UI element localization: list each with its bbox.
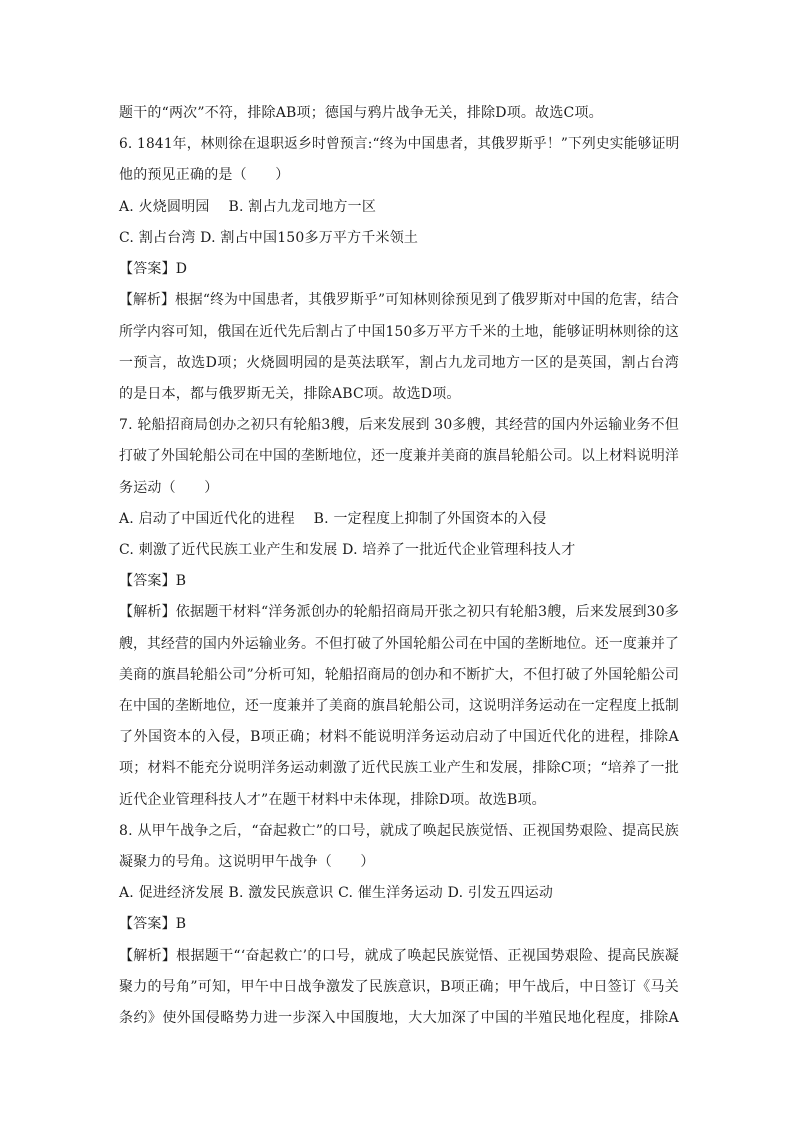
question-8-stem: 凝聚力的号角。这说明甲午战争（ ） (119, 854, 375, 870)
question-8-stem: 8. 从甲午战争之后，“奋起救亡”的口号，就成了唤起民族觉悟、正视国势艰险、提高民族 (119, 823, 679, 839)
question-8-analysis: 聚力的号角”可知，甲午中日战争激发了民族意识，B项正确；甲午战后，中日签订《马关 (119, 979, 679, 995)
question-6-stem: 他的预见正确的是（ ） (119, 167, 290, 183)
question-7-stem: 7. 轮船招商局创办之初只有轮船3艘，后来发展到 30多艘，其经营的国内外运输业务不但 (119, 417, 679, 433)
question-7-analysis: 艘，其经营的国内外运输业务。不但打破了外国轮船公司在中国的垄断地位。还一度兼并了 (119, 636, 679, 652)
question-8-analysis: 条约》使外国侵略势力进一步深入中国腹地，大大加深了中国的半殖民地化程度，排除A (119, 1010, 679, 1026)
question-6-analysis: 【解析】根据“终为中国患者，其俄罗斯乎”可知林则徐预见到了俄罗斯对中国的危害，结合 (119, 292, 680, 308)
question-6-analysis: 的是日本，都与俄罗斯无关，排除ABC项。故选D项。 (119, 386, 461, 402)
question-7-options: C. 刺激了近代民族工业产生和发展 D. 培养了一批近代企业管理科技人才 (119, 542, 576, 558)
question-6-analysis: 一预言，故选D项；火烧圆明园的是英法联军，割占九龙司地方一区的是英国，割占台湾 (119, 355, 679, 371)
text-line: 题干的“两次”不符，排除AB项；德国与鸦片战争无关，排除D项。故选C项。 (119, 105, 603, 121)
question-7-options: A. 启动了中国近代化的进程 B. 一定程度上抑制了外国资本的入侵 (119, 511, 547, 527)
question-7-analysis: 【解析】依据题干材料“洋务派创办的轮船招商局开张之初只有轮船3艘，后来发展到30多 (119, 604, 680, 620)
question-6-options: C. 割占台湾 D. 割占中国150多万平方千米领土 (119, 230, 419, 246)
question-6-options: A. 火烧圆明园 B. 割占九龙司地方一区 (119, 199, 377, 215)
question-8-answer: 【答案】B (119, 916, 187, 932)
question-6-stem: 6. 1841年，林则徐在退职返乡时曾预言:“终为中国患者，其俄罗斯乎！”下列史实能够证明 (119, 136, 680, 152)
question-8-analysis: 【解析】根据题干“‘奋起救亡’的口号，就成了唤起民族觉悟、正视国势艰险、提高民族凝 (119, 948, 679, 964)
question-7-analysis: 美商的旗昌轮船公司”分析可知，轮船招商局的创办和不断扩大，不但打破了外国轮船公司 (119, 667, 680, 683)
question-7-analysis: 在中国的垄断地位，还一度兼并了美商的旗昌轮船公司，这说明洋务运动在一定程度上抵制 (119, 698, 679, 714)
question-7-stem: 务运动（ ） (119, 480, 219, 496)
question-7-stem: 打破了外国轮船公司在中国的垄断地位，还一度兼并美商的旗昌轮船公司。以上材料说明洋 (119, 448, 679, 464)
question-7-analysis: 近代企业管理科技人才”在题干材料中未体现，排除D项。故选B项。 (119, 792, 546, 808)
question-6-analysis: 所学内容可知，俄国在近代先后割占了中国150多万平方千米的土地，能够证明林则徐的这 (119, 324, 680, 340)
question-8-options: A. 促进经济发展 B. 激发民族意识 C. 催生洋务运动 D. 引发五四运动 (119, 885, 554, 901)
question-7-analysis: 项；材料不能充分说明洋务运动刺激了近代民族工业产生和发展，排除C项；“培养了一批 (119, 760, 679, 776)
question-7-analysis: 了外国资本的入侵，B项正确；材料不能说明洋务运动启动了中国近代化的进程，排除A (119, 729, 679, 745)
question-7-answer: 【答案】B (119, 573, 187, 589)
question-6-answer: 【答案】D (119, 261, 188, 277)
